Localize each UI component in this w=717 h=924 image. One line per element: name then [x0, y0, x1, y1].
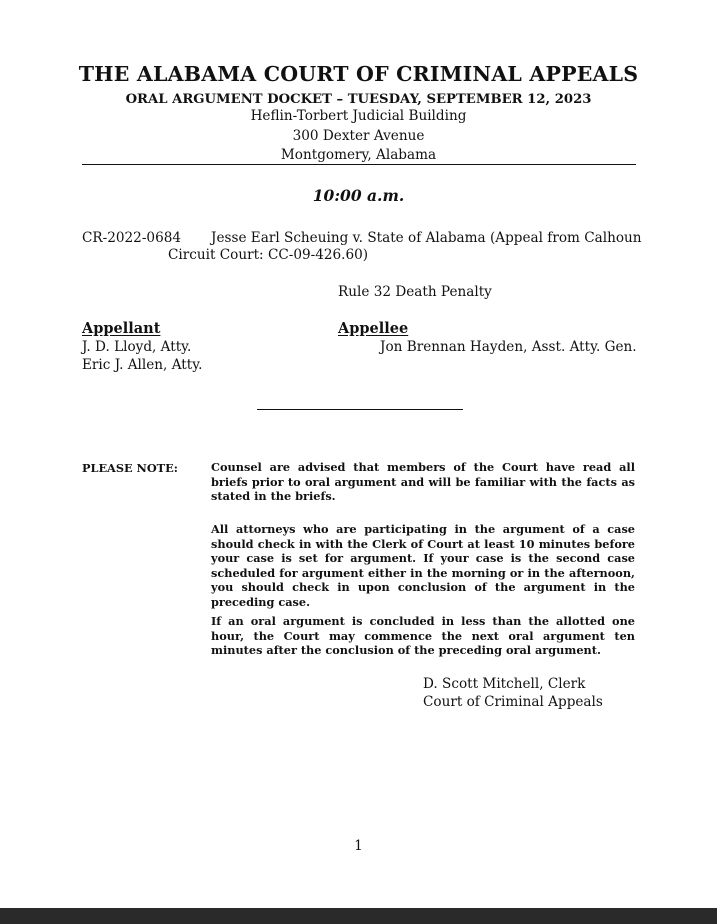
case-type: Rule 32 Death Penalty [338, 284, 492, 300]
court-title: THE ALABAMA COURT OF CRIMINAL APPEALS [78, 62, 639, 86]
case-number: CR-2022-0684 [82, 230, 182, 246]
notice-paragraph: If an oral argument is concluded in less than the allotted one hour, the Court may commence the next oral argument ten minutes after the conclusion of the preceding oral argument. [211, 614, 635, 658]
please-note-label: PLEASE NOTE: [82, 461, 178, 475]
clerk-office: Court of Criminal Appeals [423, 694, 603, 710]
case-style-line1: Jesse Earl Scheuing v. State of Alabama (Appeal from Calhoun [211, 230, 642, 246]
header-divider [82, 164, 636, 165]
building-name: Heflin-Torbert Judicial Building [250, 108, 467, 124]
appellee-attorney: Jon Brennan Hayden, Asst. Atty. Gen. [380, 339, 637, 355]
session-time: 10:00 a.m. [312, 186, 405, 205]
appellant-attorney: Eric J. Allen, Atty. [82, 357, 203, 373]
appellant-heading: Appellant [82, 320, 161, 337]
notice-paragraph: All attorneys who are participating in the argument of a case should check in with the Clerk of Court at least 10 minutes before your case is set for argument. If your case is the second case scheduled for argument either in the morning or in the afternoon, you should check in upon conclusion of the argument in the preceding case. [211, 522, 635, 609]
viewer-bottom-bar [0, 908, 717, 924]
notice-paragraph: Counsel are advised that members of the Court have read all briefs prior to oral argument and will be familiar with the facts as stated in the briefs. [211, 460, 635, 504]
city-state: Montgomery, Alabama [280, 147, 437, 163]
clerk-name: D. Scott Mitchell, Clerk [423, 676, 586, 692]
street-address: 300 Dexter Avenue [292, 128, 425, 144]
case-style-line2: Circuit Court: CC-09-426.60) [168, 247, 369, 263]
appellant-attorney: J. D. Lloyd, Atty. [82, 339, 192, 355]
docket-subtitle: ORAL ARGUMENT DOCKET – TUESDAY, SEPTEMBER 12, 2023 [125, 92, 592, 107]
page-number: 1 [354, 838, 363, 854]
section-divider [257, 409, 463, 410]
appellee-heading: Appellee [338, 320, 409, 337]
